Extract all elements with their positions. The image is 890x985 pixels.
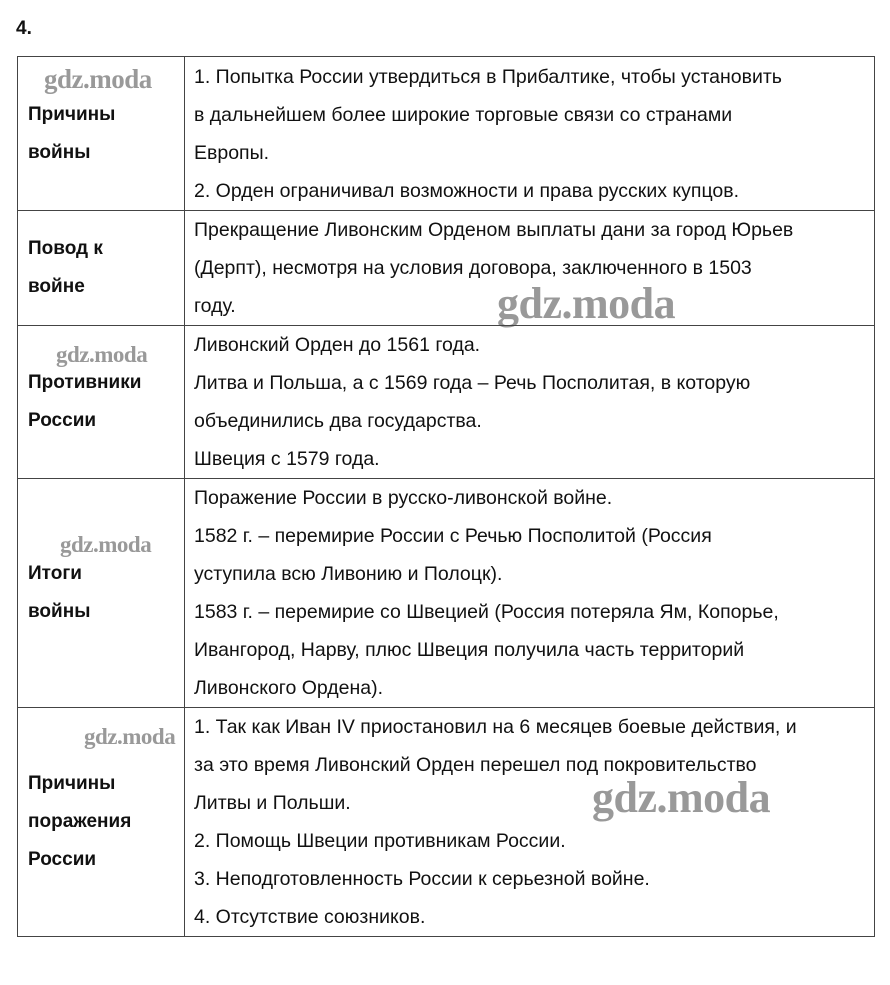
content-line: году. [194, 295, 236, 317]
content-line: 1. Так как Иван IV приостановил на 6 месяцев боевые действия, и [194, 716, 797, 738]
table-row-pretext [18, 211, 875, 326]
table-row-results [18, 479, 875, 708]
content-line: объединились два государства. [194, 410, 482, 432]
row-content [185, 57, 875, 211]
row-content [185, 326, 875, 479]
watermark: gdz.moda [497, 279, 676, 328]
heading-line: Причины [28, 773, 116, 794]
heading-line: войны [28, 601, 91, 622]
content-line: 2. Орден ограничивал возможности и права русских купцов. [194, 179, 740, 202]
heading-line: войне [28, 276, 85, 297]
content-line: в дальнейшем более широкие торговые связи со странами [194, 103, 733, 126]
watermark: gdz.moda [60, 532, 152, 557]
heading-line: поражения [28, 811, 132, 832]
content-line: Ивангород, Нарву, плюс Швеция получила часть территорий [194, 639, 745, 661]
content-line: Ливонского Ордена). [194, 677, 384, 699]
content-line: 1583 г. – перемирие со Швецией (Россия потеряла Ям, Копорье, [194, 601, 779, 623]
row-content [185, 708, 875, 937]
heading-line: Итоги [28, 563, 82, 584]
content-line: 2. Помощь Швеции противникам России. [194, 830, 566, 852]
content-line: Швеция с 1579 года. [194, 448, 380, 470]
heading-line: России [28, 849, 97, 870]
table-row-causes [18, 57, 875, 211]
row-content [185, 211, 875, 326]
content-line: Поражение России в русско-ливонской войне. [194, 487, 613, 509]
heading-line: Причины [28, 103, 116, 125]
content-line: 1. Попытка России утвердиться в Прибалтике, чтобы установить [194, 65, 782, 88]
row-heading [18, 708, 185, 937]
row-heading [18, 57, 185, 211]
heading-line: Повод к [28, 238, 103, 259]
content-line: Европы. [194, 141, 270, 164]
content-line: (Дерпт), несмотря на условия договора, заключенного в 1503 [194, 257, 752, 279]
content-line: за это время Ливонский Орден перешел под покровительство [194, 754, 757, 776]
row-heading [18, 211, 185, 326]
heading-line: России [28, 410, 97, 431]
watermark: gdz.moda [84, 724, 176, 749]
content-line: 4. Отсутствие союзников. [194, 906, 426, 928]
task-number: 4. [16, 18, 32, 39]
row-content [185, 479, 875, 708]
content-line: Прекращение Ливонским Орденом выплаты дани за город Юрьев [194, 219, 794, 241]
content-line: 1582 г. – перемирие России с Речью Посполитой (Россия [194, 525, 712, 547]
watermark: gdz.moda [44, 64, 152, 94]
table-row-defeat-reasons [18, 708, 875, 937]
heading-line: Противники [28, 372, 142, 393]
content-line: Ливонский Орден до 1561 года. [194, 334, 481, 356]
row-heading [18, 479, 185, 708]
content-line: Литва и Польша, а с 1569 года – Речь Посполитая, в которую [194, 372, 751, 394]
row-heading [18, 326, 185, 479]
heading-line: войны [28, 141, 91, 163]
table-row-opponents [18, 326, 875, 479]
history-table [17, 56, 875, 937]
watermark: gdz.moda [592, 773, 771, 822]
content-line: Литвы и Польши. [194, 792, 351, 814]
watermark: gdz.moda [56, 342, 148, 367]
content-line: 3. Неподготовленность России к серьезной войне. [194, 868, 650, 890]
content-line: уступила всю Ливонию и Полоцк). [194, 563, 503, 585]
